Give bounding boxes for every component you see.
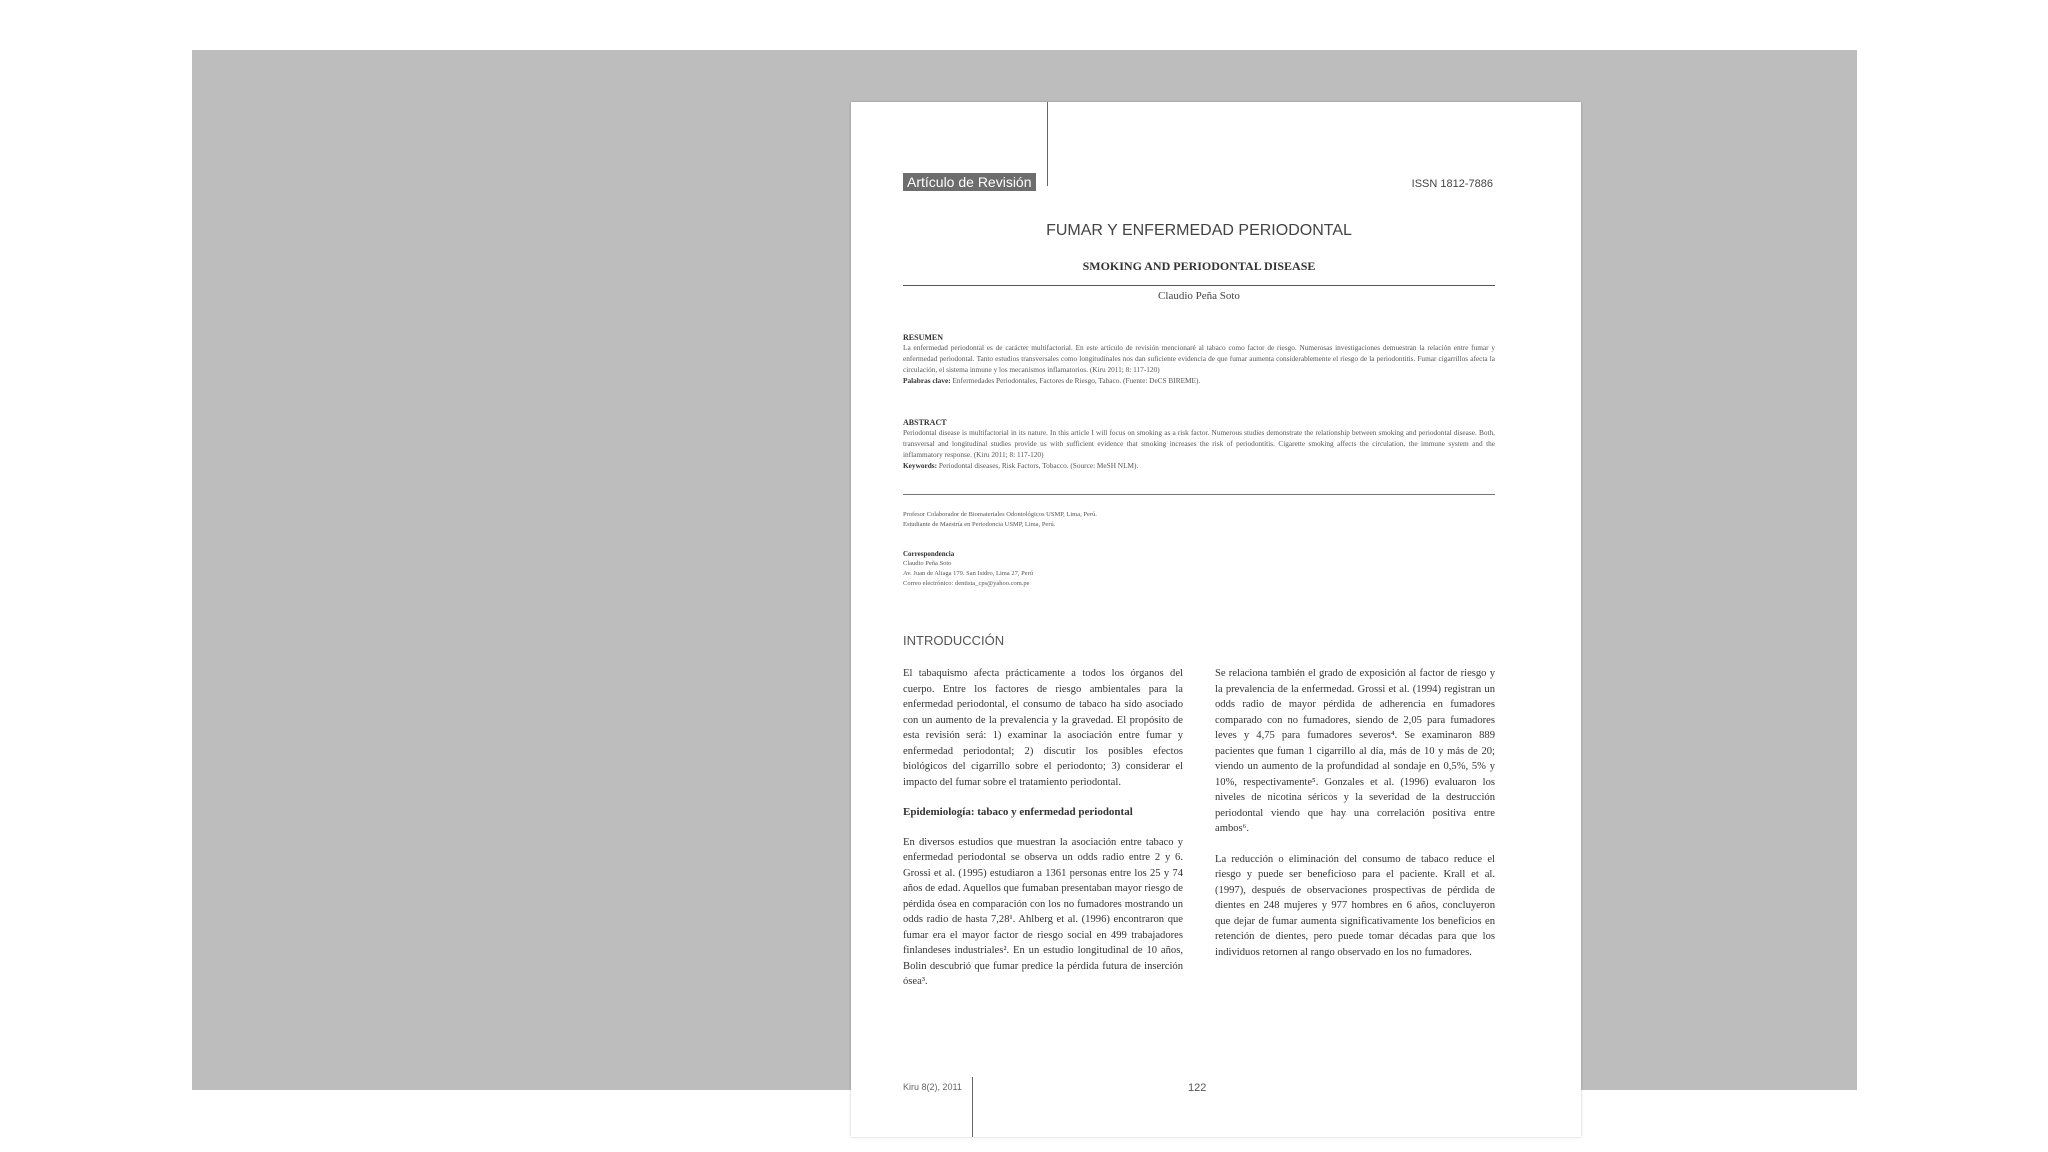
correspondence-heading: Correspondencia <box>903 550 955 558</box>
abstract-keywords <box>903 460 1495 471</box>
affiliation-block <box>903 510 1303 530</box>
affiliation-line-1: Profesor Colaborador de Biomateriales Odontológicos USMP, Lima, Perú. <box>903 511 1097 518</box>
article-type-badge: Artículo de Revisión <box>903 173 1036 191</box>
intro-paragraph-1: El tabaquismo afecta prácticamente a todos los órganos del cuerpo. Entre los factores de riesgo ambientales para la enfermedad periodontal, el consumo de tabaco ha sido asociado con un aumento de la prevalencia y la gravedad. El propósito de esta revisión será: 1) examinar la asociación entre fumar y enfermedad periodontal; 2) discutir los posibles efectos biológicos del cigarrillo sobre el periodonto; 3) considerar el impacto del fumar sobre el tratamiento periodontal. <box>903 668 1183 788</box>
title-english: SMOKING AND PERIODONTAL DISEASE <box>1082 259 1316 273</box>
footer-journal-citation: Kiru 8(2), 2011 <box>903 1082 962 1092</box>
resumen-text: La enfermedad periodontal es de carácter multifactorial. En este artículo de revisión mencionaré al tabaco como factor de riesgo. Numerosas investigaciones demuestran la relación entre fumar y enfermedad periodontal. Tanto estudios transversales como longitudinales nos dan suficiente evidencia de que fumar aumenta considerablemente el riesgo de la periodontitis. Fumar cigarrillos afecta la circulación, el sistema inmune y los mecanismos inflamatorios. (Kiru 2011; 8: 117-120) <box>903 343 1495 374</box>
affiliation-line-2: Estudiante de Maestría en Periodoncia USMP, Lima, Perú. <box>903 521 1056 528</box>
body-column-left <box>903 666 1183 1005</box>
introduction-heading: INTRODUCCIÓN <box>903 633 1005 648</box>
correspondence-address: Av. Juan de Aliaga 179. San Isidro, Lima 27, Perú <box>903 570 1033 577</box>
abstract-keywords-value: Periodontal diseases, Risk Factors, Tobacco. (Source: MeSH NLM). <box>938 461 1139 470</box>
footer-divider-line <box>972 1077 973 1137</box>
abstract-heading: ABSTRACT <box>903 418 947 427</box>
document-page <box>851 102 1581 1137</box>
resumen-keywords-label: Palabras clave: <box>903 376 951 385</box>
resumen-section <box>903 333 1495 386</box>
cessation-paragraph: La reducción o eliminación del consumo de tabaco reduce el riesgo y puede ser beneficioso para el paciente. Krall et al. (1997), después de observaciones prospectivas de pérdida de dientes en 248 mujeres y 977 hombres en 6 años, concluyeron que dejar de fumar aumenta significativamente los beneficios en retención de dientes, pero puede tomar décadas para que los individuos retornen al rango observado en los no fumadores. <box>1215 853 1495 958</box>
header-divider-line <box>1047 102 1048 186</box>
abstract-text: Periodontal disease is multifactorial in its nature. In this article I will focus on smoking as a risk factor. Numerous studies demonstrate the relationship between smoking and periodontal disease. Both, transversal and longitudinal studies provide us with sufficient evidence that smoking increases the risk of periodontitis. Cigarette smoking affects the circulation, the immune system and the inflammatory response. (Kiru 2011; 8: 117-120) <box>903 428 1495 459</box>
resumen-keywords-value: Enfermedades Periodontales, Factores de Riesgo, Tabaco. (Fuente: DeCS BIREME). <box>952 376 1201 385</box>
document-viewer-background <box>192 50 1857 1094</box>
epidemiology-subheading: Epidemiología: tabaco y enfermedad periodontal <box>903 806 1133 818</box>
resumen-keywords <box>903 375 1495 386</box>
body-column-right <box>1215 666 1495 975</box>
correspondence-email: Correo electrónico: dentista_cps@yahoo.com.pe <box>903 580 1030 587</box>
title-rule <box>903 285 1495 286</box>
abstract-keywords-label: Keywords: <box>903 461 938 470</box>
abstract-section <box>903 418 1495 471</box>
correspondence-block <box>903 549 1303 589</box>
page-number: 122 <box>1188 1082 1207 1094</box>
epidemiology-paragraph: En diversos estudios que muestran la asociación entre tabaco y enfermedad periodontal se observa un odds radio entre 2 y 6. Grossi et al. (1995) estudiaron a 1361 personas entre los 25 y 74 años de edad. Aquellos que fumaban presentaban mayor riesgo de pérdida ósea en comparación con los no fumadores mostrando un odds radio de hasta 7,28¹. Ahlberg et al. (1996) encontraron que fumar era el mayor factor de riesgo social en 499 trabajadores finlandeses industriales². En un estudio longitudinal de 10 años, Bolin descubrió que fumar predice la pérdida futura de inserción ósea³. <box>903 836 1183 987</box>
author-name: Claudio Peña Soto <box>1158 290 1240 302</box>
exposure-paragraph: Se relaciona también el grado de exposición al factor de riesgo y la prevalencia de la enfermedad. Grossi et al. (1994) registran un odds radio de mayor pérdida de adherencia en fumadores comparado con no fumadores, siendo de 2,05 para fumadores leves y 4,75 para fumadores severos⁴. Se examinaron 889 pacientes que fuman 1 cigarrillo al día, más de 10 y más de 20; viendo un aumento de la profundidad al sondaje en 0,5%, 5% y 10%, respectivamente⁵. Gonzales et al. (1996) evaluaron los niveles de nicotina séricos y la severidad de la destrucción periodontal viendo que hay una correlación positiva entre ambos⁶. <box>1215 668 1495 834</box>
abstract-rule <box>903 494 1495 495</box>
resumen-heading: RESUMEN <box>903 333 944 342</box>
issn-label: ISSN 1812-7886 <box>1411 178 1493 190</box>
title-spanish: FUMAR Y ENFERMEDAD PERIODONTAL <box>1046 222 1352 239</box>
correspondence-name: Claudio Peña Soto <box>903 560 952 567</box>
